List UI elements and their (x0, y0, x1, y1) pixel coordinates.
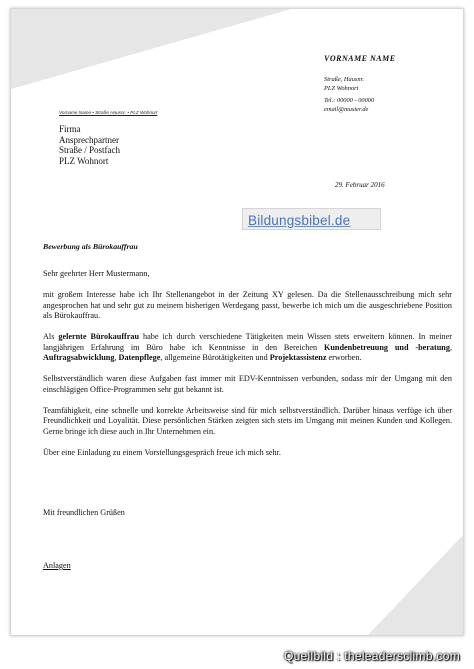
source-caption: Quellbild : theleadersclimb.com (283, 649, 460, 663)
recipient-street: Straße / Postfach (59, 145, 120, 156)
bold-trained-clerk: gelernte Bürokauffrau (58, 332, 140, 342)
sender-street: Straße, Hausnr. (324, 76, 364, 84)
bold-project-assistance: Projektassistenz (269, 353, 327, 363)
recipient-city: PLZ Wohnort (59, 155, 109, 166)
sender-email: email@muster.de (324, 105, 369, 113)
sender-city: PLZ Wohnort (324, 84, 359, 92)
recipient-contact: Ansprechpartner (59, 134, 119, 145)
letter-date: 29. Februar 2016 (335, 181, 385, 189)
closing-line: Mit freundlichen Grüßen (43, 508, 125, 517)
letter-document (10, 8, 464, 636)
decorative-wedge-top (11, 9, 291, 89)
source-caption-bar (0, 640, 474, 669)
subject-line: Bewerbung als Bürokauffrau (43, 242, 138, 251)
return-address-line: Vorname Name • Straße Hausnr. • PLZ Wohnort (59, 110, 158, 115)
paragraph-5: Über eine Einladung zu einem Vorstellungsgespräch freue ich mich sehr. (43, 447, 281, 457)
logo-banner (242, 208, 381, 230)
bold-order-processing: Auftragsabwicklung (43, 353, 115, 363)
sender-name: VORNAME NAME (324, 54, 396, 63)
salutation: Sehr geehrter Herr Mustermann, (43, 269, 150, 278)
letter-body (43, 269, 452, 469)
logo-text: Bildungsbibel.de (248, 213, 351, 228)
attachments-label: Anlagen (43, 561, 71, 570)
sender-block (324, 55, 396, 114)
paragraph-2: Als gelernte Bürokauffrau habe ich durch verschiedene Tätigkeiten mein Wissen stets erweitern können. In meiner langjährigen Erfahrung im Büro habe ich Kenntnisse in den Bereichen Kundenbetreuung und -beratung, Auftragsabwicklung, Datenpflege, allgemeine Bürotätigkeiten und Projektassistenz erworben. (43, 332, 452, 363)
recipient-company: Firma (59, 124, 81, 134)
paragraph-4: Teamfähigkeit, eine schnelle und korrekte Arbeitsweise sind für mich selbstverständlich. Darüber hinaus verfüge ich über Freundlichkeit und Loyalität. Diese persönlichen Stärken zeigten sich stets im Umgang mit meinen Kunden und Kollegen. Gerne bringe ich diese auch in Ihr Unternehmen ein. (43, 405, 452, 436)
paragraph-3: Selbstverständlich waren diese Aufgaben fast immer mit EDV-Kenntnissen verbunden, sodass mir der Umgang mit den einschlägigen Office-Programmen sehr gut bekannt ist. (43, 374, 452, 394)
bold-data-maintenance: Datenpflege (118, 353, 161, 363)
recipient-block (59, 124, 120, 166)
sender-phone: Tel.: 00000 - 00000 (324, 97, 375, 105)
paragraph-1: mit großem Interesse habe ich Ihr Stellenangebot in der Zeitung XY gelesen. Da die Stellenausschreibung mich sehr angesprochen hat und sehr gut zu meinem bisherigen Werdegang passt, bewerbe ich mich um die ausgeschriebene Position als Bürokauffrau. (43, 290, 452, 321)
bold-customer-care: Kundenbetreuung und -beratung (323, 342, 450, 352)
decorative-wedge-bottom (368, 535, 463, 635)
